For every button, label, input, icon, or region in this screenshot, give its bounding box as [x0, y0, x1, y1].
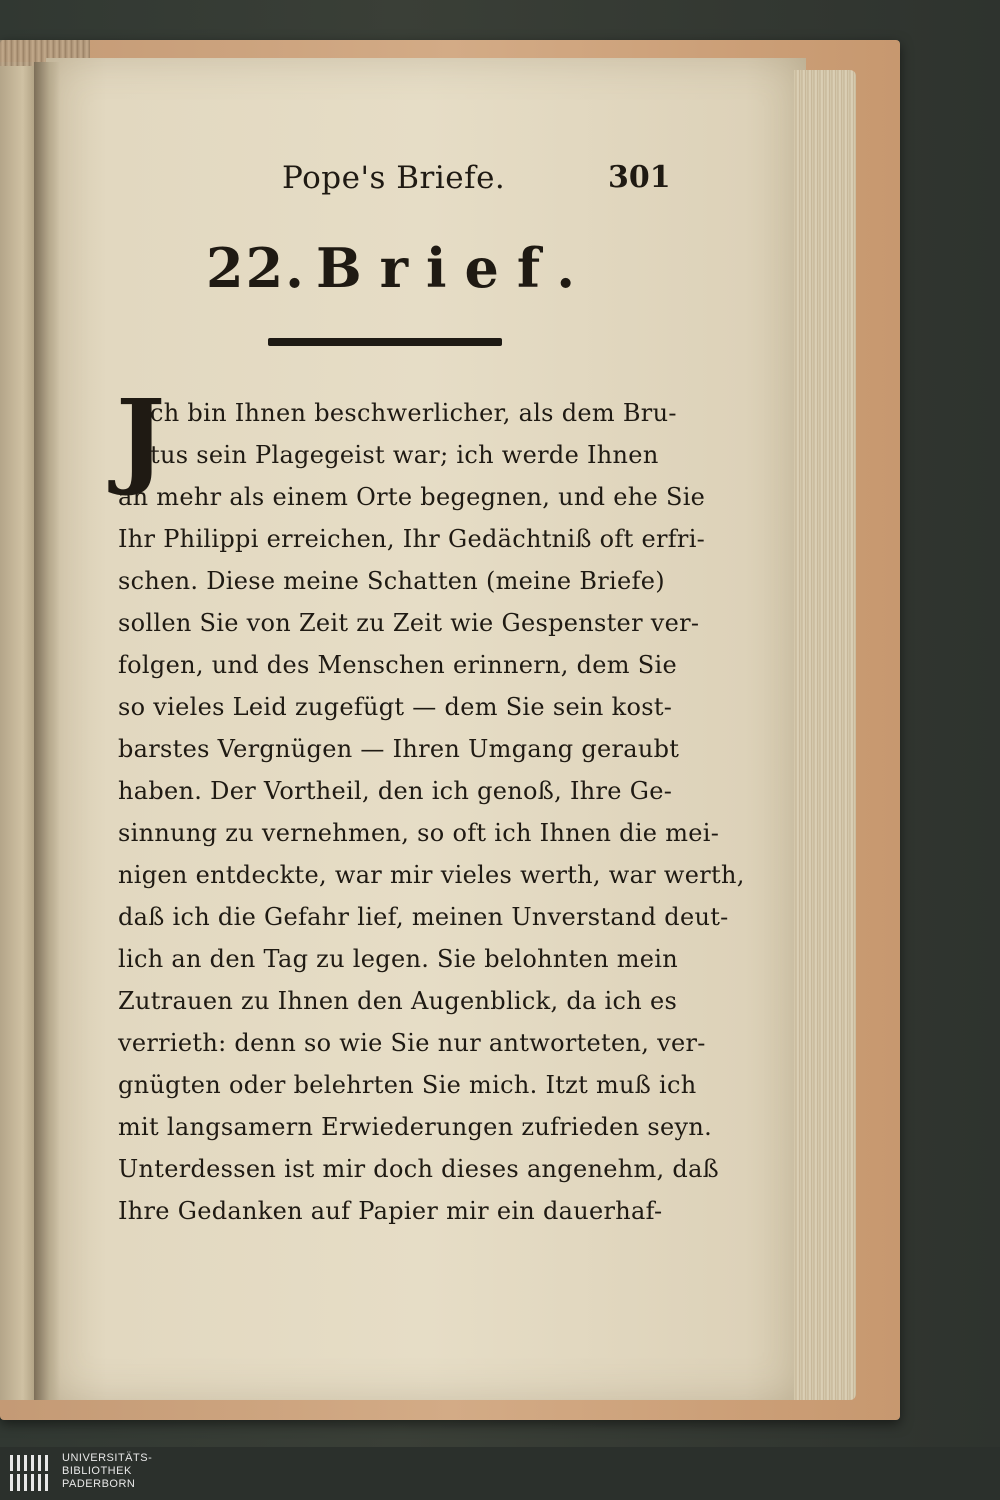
- title-rule: [268, 338, 502, 346]
- page-gutter: [34, 62, 60, 1400]
- body-line: Ihr Philippi erreichen, Ihr Gedächtniß oft erfri-: [118, 525, 706, 553]
- logo-line-2: BIBLIOTHEK: [62, 1465, 132, 1477]
- body-line: schen. Diese meine Schatten (meine Briefe): [118, 567, 665, 595]
- body-line: lich an den Tag zu legen. Sie belohnten mein: [118, 945, 679, 973]
- letter-title: [206, 236, 593, 300]
- body-line: sollen Sie von Zeit zu Zeit wie Gespenster ver-: [118, 609, 700, 637]
- body-line: verrieth: denn so wie Sie nur antworteten, ver-: [118, 1029, 706, 1057]
- library-logo-bar: [0, 1447, 1000, 1500]
- drop-cap-initial: J: [116, 376, 166, 499]
- body-line: sinnung zu vernehmen, so oft ich Ihnen die mei-: [118, 819, 720, 847]
- running-head: Pope's Briefe.: [282, 160, 506, 196]
- library-logo-icon: [8, 1451, 52, 1495]
- body-line: ch bin Ihnen beschwerlicher, als dem Bru-: [150, 399, 677, 427]
- letter-heading-word: Brief.: [315, 236, 594, 300]
- body-line: tus sein Plagegeist war; ich werde Ihnen: [150, 441, 659, 469]
- body-line: Ihre Gedanken auf Papier mir ein dauerhaf-: [118, 1197, 663, 1225]
- letter-number: 22.: [206, 236, 306, 300]
- body-line: Zutrauen zu Ihnen den Augenblick, da ich es: [118, 987, 678, 1015]
- page-block-edges: [794, 70, 856, 1400]
- body-line: so vieles Leid zugefügt — dem Sie sein kost-: [118, 693, 673, 721]
- body-line: gnügten oder belehrten Sie mich. Itzt muß ich: [118, 1071, 697, 1099]
- logo-line-1: UNIVERSITÄTS-: [62, 1452, 153, 1464]
- body-line: Unterdessen ist mir doch dieses angenehm, daß: [118, 1155, 720, 1183]
- library-logo-text: [62, 1452, 152, 1491]
- body-line: daß ich die Gefahr lief, meinen Unverstand deut-: [118, 903, 729, 931]
- facing-page-edge: [0, 62, 38, 1400]
- body-line: an mehr als einem Orte begegnen, und ehe Sie: [118, 483, 706, 511]
- body-line: nigen entdeckte, war mir vieles werth, war werth,: [118, 861, 745, 889]
- logo-line-3: PADERBORN: [62, 1478, 136, 1490]
- body-line: folgen, und des Menschen erinnern, dem Sie: [118, 651, 677, 679]
- body-line: barstes Vergnügen — Ihren Umgang geraubt: [118, 735, 680, 763]
- page-number: 301: [608, 160, 671, 195]
- body-line: haben. Der Vortheil, den ich genoß, Ihre Ge-: [118, 777, 673, 805]
- body-line: mit langsamern Erwiederungen zufrieden seyn.: [118, 1113, 713, 1141]
